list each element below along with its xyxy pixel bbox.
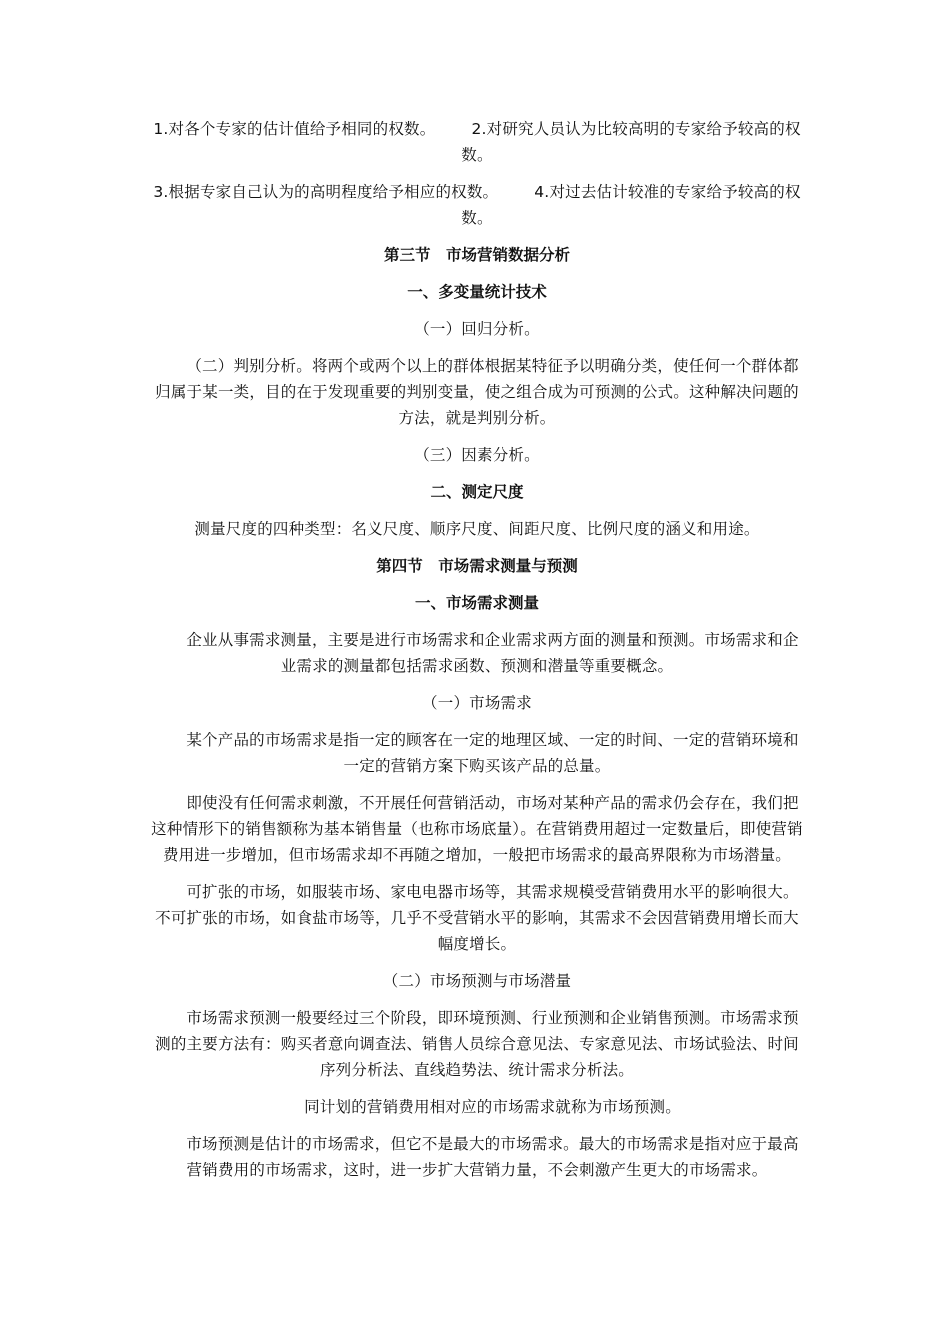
section-3-title: 第三节 市场营销数据分析 [383, 246, 570, 264]
section-3-heading-1: 一、多变量统计技术 [407, 283, 547, 301]
section-4-sub-2-paragraph-3: 市场预测是估计的市场需求，但它不是最大的市场需求。最大的市场需求是指对应于最高营销费用的市场需求，这时，进一步扩大营销力量，不会刺激产生更大的市场需求。 [186, 1135, 799, 1179]
section-4-sub-1-paragraph-1: 某个产品的市场需求是指一定的顾客在一定的地理区域、一定的时间、一定的营销环境和一定的营销方案下购买该产品的总量。 [186, 731, 799, 775]
document-page [148, 116, 806, 1194]
section-4-sub-2-paragraph-2: 同计划的营销费用相对应的市场需求就称为市场预测。 [304, 1098, 681, 1116]
section-3-heading-2: 二、测定尺度 [430, 483, 524, 501]
option-2-number: 2. [471, 120, 487, 138]
option-1-number: 1. [153, 120, 169, 138]
option-3-text: 根据专家自己认为的高明程度给予相应的权数。 [168, 183, 499, 201]
option-1-text: 对各个专家的估计值给予相同的权数。 [168, 120, 436, 138]
section-4-intro-paragraph: 企业从事需求测量，主要是进行市场需求和企业需求两方面的测量和预测。市场需求和企业需求的测量都包括需求函数、预测和潜量等重要概念。 [186, 631, 799, 675]
section-3-heading-2-paragraph: 测量尺度的四种类型：名义尺度、顺序尺度、间距尺度、比例尺度的涵义和用途。 [194, 520, 760, 538]
section-4-sub-1-paragraph-2: 即使没有任何需求刺激，不开展任何营销活动，市场对某种产品的需求仍会存在，我们把这种情形下的销售额称为基本销售量（也称市场底量）。在营销费用超过一定数量后，即使营销费用进一步增加，但市场需求却不再随之增加，一般把市场需求的最高界限称为市场潜量。 [151, 794, 803, 864]
section-4-heading-1: 一、市场需求测量 [414, 594, 539, 612]
option-line-2 [148, 179, 806, 231]
option-4-text: 对过去估计较准的专家给予较高的权数。 [461, 183, 801, 227]
option-2-text: 对研究人员认为比较高明的专家给予较高的权数。 [461, 120, 801, 164]
section-3-sub-3: （三）因素分析。 [414, 446, 540, 464]
section-4-sub-1-paragraph-3: 可扩张的市场，如服装市场、家电电器市场等，其需求规模受营销费用水平的影响很大。不可扩张的市场，如食盐市场等，几乎不受营销水平的影响，其需求不会因营销费用增长而大幅度增长。 [155, 883, 799, 953]
section-4-title: 第四节 市场需求测量与预测 [376, 557, 578, 575]
section-3-sub-1: （一）回归分析。 [414, 320, 540, 338]
section-4-sub-2: （二）市场预测与市场潜量 [382, 972, 572, 990]
section-3-sub-2-paragraph: （二）判别分析。将两个或两个以上的群体根据某特征予以明确分类，使任何一个群体都归属于某一类，目的在于发现重要的判别变量，使之组合成为可预测的公式。这种解决问题的方法，就是判别分析。 [155, 357, 799, 427]
option-line-1 [148, 116, 806, 168]
option-4-number: 4. [534, 183, 550, 201]
section-4-sub-1: （一）市场需求 [422, 694, 532, 712]
section-4-sub-2-paragraph-1: 市场需求预测一般要经过三个阶段，即环境预测、行业预测和企业销售预测。市场需求预测的主要方法有：购买者意向调查法、销售人员综合意见法、专家意见法、市场试验法、时间序列分析法、直线趋势法、统计需求分析法。 [155, 1009, 799, 1079]
option-3-number: 3. [153, 183, 169, 201]
